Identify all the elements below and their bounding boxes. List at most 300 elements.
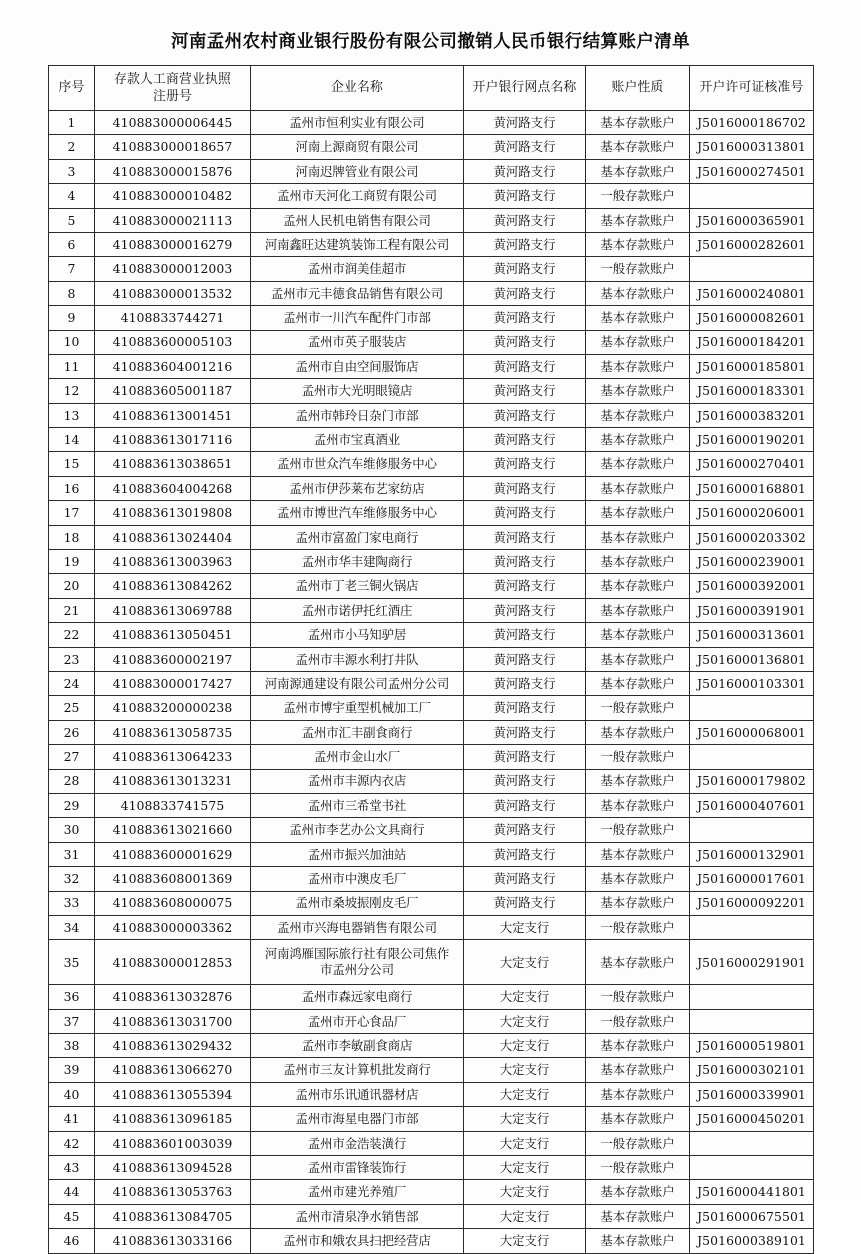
cell-sequence: 15 bbox=[49, 452, 95, 476]
cell-branch: 黄河路支行 bbox=[464, 891, 586, 915]
cell-sequence: 25 bbox=[49, 696, 95, 720]
cell-sequence: 3 bbox=[49, 159, 95, 183]
cell-permit: J5016000383201 bbox=[690, 403, 814, 427]
cell-account-type: 基本存款账户 bbox=[586, 623, 690, 647]
cell-account-type: 基本存款账户 bbox=[586, 1107, 690, 1131]
cell-account-type: 一般存款账户 bbox=[586, 1156, 690, 1180]
cell-branch: 黄河路支行 bbox=[464, 647, 586, 671]
cell-sequence: 43 bbox=[49, 1156, 95, 1180]
cell-account-type: 基本存款账户 bbox=[586, 111, 690, 135]
cell-account-type: 基本存款账户 bbox=[586, 720, 690, 744]
cell-permit: J5016000291901 bbox=[690, 940, 814, 985]
table-row bbox=[49, 1156, 814, 1180]
cell-company: 孟州市小马知驴居 bbox=[251, 623, 464, 647]
table-row bbox=[49, 940, 814, 985]
cell-registration: 410883000021113 bbox=[95, 208, 251, 232]
cell-registration: 410883000003362 bbox=[95, 915, 251, 939]
cell-company: 孟州市丁老三铜火锅店 bbox=[251, 574, 464, 598]
registration-header-line2: 注册号 bbox=[153, 89, 192, 104]
cell-branch: 黄河路支行 bbox=[464, 476, 586, 500]
cell-account-type: 一般存款账户 bbox=[586, 985, 690, 1009]
cell-account-type: 基本存款账户 bbox=[586, 403, 690, 427]
cell-sequence: 2 bbox=[49, 135, 95, 159]
cell-company: 孟州市森远家电商行 bbox=[251, 985, 464, 1009]
table-row bbox=[49, 1180, 814, 1204]
cell-account-type: 基本存款账户 bbox=[586, 281, 690, 305]
table-row bbox=[49, 1204, 814, 1228]
cell-company: 孟州市汇丰副食商行 bbox=[251, 720, 464, 744]
table-row bbox=[49, 330, 814, 354]
cell-sequence: 37 bbox=[49, 1009, 95, 1033]
cell-account-type: 基本存款账户 bbox=[586, 330, 690, 354]
cell-company: 孟州市天河化工商贸有限公司 bbox=[251, 184, 464, 208]
table-row bbox=[49, 1058, 814, 1082]
cell-registration: 410883613024404 bbox=[95, 525, 251, 549]
cell-sequence: 30 bbox=[49, 818, 95, 842]
cell-account-type: 基本存款账户 bbox=[586, 842, 690, 866]
cell-permit: J5016000184201 bbox=[690, 330, 814, 354]
cell-permit: J5016000103301 bbox=[690, 671, 814, 695]
cell-permit: J5016000206001 bbox=[690, 501, 814, 525]
cell-sequence: 39 bbox=[49, 1058, 95, 1082]
table-row bbox=[49, 232, 814, 256]
cell-company: 孟州市伊莎莱布艺家纺店 bbox=[251, 476, 464, 500]
cell-company: 孟州市李艺办公文具商行 bbox=[251, 818, 464, 842]
table-row bbox=[49, 501, 814, 525]
cell-registration: 410883600005103 bbox=[95, 330, 251, 354]
cell-company-line2: 市孟州分公司 bbox=[320, 962, 394, 978]
table-row bbox=[49, 281, 814, 305]
table-row bbox=[49, 842, 814, 866]
cell-registration: 410883613053763 bbox=[95, 1180, 251, 1204]
cell-registration: 410883000016279 bbox=[95, 232, 251, 256]
table-row bbox=[49, 1131, 814, 1155]
table-row bbox=[49, 1034, 814, 1058]
cell-sequence: 41 bbox=[49, 1107, 95, 1131]
cell-account-type: 基本存款账户 bbox=[586, 647, 690, 671]
cell-company: 孟州市英子服装店 bbox=[251, 330, 464, 354]
cell-branch: 黄河路支行 bbox=[464, 257, 586, 281]
cell-branch: 大定支行 bbox=[464, 1156, 586, 1180]
cell-branch: 大定支行 bbox=[464, 1180, 586, 1204]
cell-sequence: 31 bbox=[49, 842, 95, 866]
cell-sequence: 35 bbox=[49, 940, 95, 985]
cell-sequence: 38 bbox=[49, 1034, 95, 1058]
cell-sequence: 29 bbox=[49, 793, 95, 817]
cell-permit: J5016000136801 bbox=[690, 647, 814, 671]
cell-branch: 黄河路支行 bbox=[464, 428, 586, 452]
cell-account-type: 基本存款账户 bbox=[586, 1180, 690, 1204]
table-row bbox=[49, 647, 814, 671]
cell-sequence: 44 bbox=[49, 1180, 95, 1204]
cell-sequence: 40 bbox=[49, 1082, 95, 1106]
cell-permit bbox=[690, 1156, 814, 1180]
table-row bbox=[49, 745, 814, 769]
cell-permit: J5016000302101 bbox=[690, 1058, 814, 1082]
cell-sequence: 17 bbox=[49, 501, 95, 525]
cell-company bbox=[251, 940, 464, 985]
cell-company: 孟州市博宇重型机械加工厂 bbox=[251, 696, 464, 720]
cell-company: 孟州市韩玲日杂门市部 bbox=[251, 403, 464, 427]
cell-permit bbox=[690, 1009, 814, 1033]
cell-permit bbox=[690, 1131, 814, 1155]
cell-registration: 410883613096185 bbox=[95, 1107, 251, 1131]
cell-account-type: 一般存款账户 bbox=[586, 818, 690, 842]
cell-branch: 大定支行 bbox=[464, 940, 586, 985]
cell-sequence: 12 bbox=[49, 379, 95, 403]
cell-company: 孟州市清泉净水销售部 bbox=[251, 1204, 464, 1228]
cell-permit: J5016000339901 bbox=[690, 1082, 814, 1106]
cell-registration: 410883608001369 bbox=[95, 867, 251, 891]
registration-header-line1: 存款人工商营业执照 bbox=[114, 71, 231, 87]
cell-sequence: 34 bbox=[49, 915, 95, 939]
table-row bbox=[49, 257, 814, 281]
cell-branch: 大定支行 bbox=[464, 915, 586, 939]
cell-branch: 黄河路支行 bbox=[464, 793, 586, 817]
table-row bbox=[49, 598, 814, 622]
cell-registration: 410883613050451 bbox=[95, 623, 251, 647]
cell-permit: J5016000450201 bbox=[690, 1107, 814, 1131]
cell-sequence: 1 bbox=[49, 111, 95, 135]
cell-sequence: 14 bbox=[49, 428, 95, 452]
cell-company: 孟州市润美佳超市 bbox=[251, 257, 464, 281]
cell-registration: 410883600002197 bbox=[95, 647, 251, 671]
cell-branch: 黄河路支行 bbox=[464, 306, 586, 330]
cell-account-type: 基本存款账户 bbox=[586, 476, 690, 500]
cell-company: 孟州市富盈门家电商行 bbox=[251, 525, 464, 549]
cell-account-type: 基本存款账户 bbox=[586, 525, 690, 549]
cell-permit: J5016000313801 bbox=[690, 135, 814, 159]
cell-permit: J5016000274501 bbox=[690, 159, 814, 183]
cell-account-type: 基本存款账户 bbox=[586, 501, 690, 525]
cell-account-type: 基本存款账户 bbox=[586, 1058, 690, 1082]
cell-permit: J5016000185801 bbox=[690, 354, 814, 378]
cell-permit: J5016000519801 bbox=[690, 1034, 814, 1058]
column-header-account-type: 账户性质 bbox=[586, 66, 690, 111]
cell-company: 孟州市三希堂书社 bbox=[251, 793, 464, 817]
cell-account-type: 基本存款账户 bbox=[586, 550, 690, 574]
cell-branch: 黄河路支行 bbox=[464, 574, 586, 598]
cell-company: 孟州市振兴加油站 bbox=[251, 842, 464, 866]
cell-sequence: 18 bbox=[49, 525, 95, 549]
table-row bbox=[49, 720, 814, 744]
cell-company: 孟州市建光养殖厂 bbox=[251, 1180, 464, 1204]
cell-sequence: 28 bbox=[49, 769, 95, 793]
cell-permit: J5016000092201 bbox=[690, 891, 814, 915]
cell-company: 孟州市华丰建陶商行 bbox=[251, 550, 464, 574]
cell-branch: 黄河路支行 bbox=[464, 818, 586, 842]
cell-branch: 黄河路支行 bbox=[464, 623, 586, 647]
cell-registration: 410883000012003 bbox=[95, 257, 251, 281]
cell-company-line1: 河南鸿雁国际旅行社有限公司焦作 bbox=[264, 945, 450, 961]
cell-company: 孟州市自由空间服饰店 bbox=[251, 354, 464, 378]
cell-company: 孟州市元丰德食品销售有限公司 bbox=[251, 281, 464, 305]
cell-sequence: 33 bbox=[49, 891, 95, 915]
cell-sequence: 36 bbox=[49, 985, 95, 1009]
cell-permit: J5016000168801 bbox=[690, 476, 814, 500]
cell-permit bbox=[690, 985, 814, 1009]
cell-branch: 黄河路支行 bbox=[464, 671, 586, 695]
cancelled-accounts-table bbox=[48, 65, 814, 1254]
cell-permit: J5016000389101 bbox=[690, 1229, 814, 1253]
table-row bbox=[49, 623, 814, 647]
cell-branch: 大定支行 bbox=[464, 985, 586, 1009]
table-row bbox=[49, 452, 814, 476]
table-row bbox=[49, 159, 814, 183]
table-row bbox=[49, 1229, 814, 1253]
cell-sequence: 26 bbox=[49, 720, 95, 744]
cell-sequence: 9 bbox=[49, 306, 95, 330]
cell-sequence: 42 bbox=[49, 1131, 95, 1155]
cell-registration: 410883613058735 bbox=[95, 720, 251, 744]
cell-registration: 410883613001451 bbox=[95, 403, 251, 427]
cell-registration: 410883605001187 bbox=[95, 379, 251, 403]
table-row bbox=[49, 354, 814, 378]
cell-branch: 黄河路支行 bbox=[464, 501, 586, 525]
cell-branch: 黄河路支行 bbox=[464, 525, 586, 549]
cell-permit bbox=[690, 818, 814, 842]
cell-account-type: 基本存款账户 bbox=[586, 940, 690, 985]
cell-registration: 410883613055394 bbox=[95, 1082, 251, 1106]
cell-branch: 黄河路支行 bbox=[464, 208, 586, 232]
table-row bbox=[49, 769, 814, 793]
cell-permit: J5016000365901 bbox=[690, 208, 814, 232]
cell-company: 孟州市丰源水利打井队 bbox=[251, 647, 464, 671]
table-row bbox=[49, 793, 814, 817]
cell-branch: 黄河路支行 bbox=[464, 111, 586, 135]
table-row bbox=[49, 985, 814, 1009]
cell-company: 孟州市金浩装潢行 bbox=[251, 1131, 464, 1155]
cell-permit: J5016000190201 bbox=[690, 428, 814, 452]
table-row bbox=[49, 135, 814, 159]
cell-branch: 大定支行 bbox=[464, 1131, 586, 1155]
cell-account-type: 基本存款账户 bbox=[586, 232, 690, 256]
cell-branch: 黄河路支行 bbox=[464, 403, 586, 427]
cell-sequence: 11 bbox=[49, 354, 95, 378]
cell-registration: 410883613013231 bbox=[95, 769, 251, 793]
cell-account-type: 基本存款账户 bbox=[586, 208, 690, 232]
cell-company: 孟州市海星电器门市部 bbox=[251, 1107, 464, 1131]
cell-company: 孟州市金山水厂 bbox=[251, 745, 464, 769]
cell-registration: 410883613038651 bbox=[95, 452, 251, 476]
cell-sequence: 46 bbox=[49, 1229, 95, 1253]
cell-permit: J5016000082601 bbox=[690, 306, 814, 330]
cell-permit: J5016000239001 bbox=[690, 550, 814, 574]
cell-registration: 410883613017116 bbox=[95, 428, 251, 452]
cell-company: 孟州市李敏副食商店 bbox=[251, 1034, 464, 1058]
cell-branch: 黄河路支行 bbox=[464, 769, 586, 793]
cell-company: 河南鑫旺达建筑装饰工程有限公司 bbox=[251, 232, 464, 256]
cell-permit bbox=[690, 915, 814, 939]
cell-account-type: 基本存款账户 bbox=[586, 671, 690, 695]
cell-registration: 410883000012853 bbox=[95, 940, 251, 985]
cell-registration: 410883613021660 bbox=[95, 818, 251, 842]
cell-account-type: 一般存款账户 bbox=[586, 745, 690, 769]
cell-sequence: 6 bbox=[49, 232, 95, 256]
cell-account-type: 一般存款账户 bbox=[586, 696, 690, 720]
cell-branch: 黄河路支行 bbox=[464, 720, 586, 744]
cell-company: 孟州市三友计算机批发商行 bbox=[251, 1058, 464, 1082]
cell-branch: 黄河路支行 bbox=[464, 696, 586, 720]
cell-registration: 410883000013532 bbox=[95, 281, 251, 305]
cell-branch: 大定支行 bbox=[464, 1058, 586, 1082]
cell-sequence: 45 bbox=[49, 1204, 95, 1228]
cell-company: 孟州市一川汽车配件门市部 bbox=[251, 306, 464, 330]
cell-registration: 410883601003039 bbox=[95, 1131, 251, 1155]
cell-company: 孟州市乐讯通讯器材店 bbox=[251, 1082, 464, 1106]
cell-account-type: 基本存款账户 bbox=[586, 1082, 690, 1106]
cell-account-type: 一般存款账户 bbox=[586, 1009, 690, 1033]
cell-branch: 大定支行 bbox=[464, 1107, 586, 1131]
cell-account-type: 基本存款账户 bbox=[586, 598, 690, 622]
cell-registration: 410883613033166 bbox=[95, 1229, 251, 1253]
table-row bbox=[49, 550, 814, 574]
table-row bbox=[49, 867, 814, 891]
cell-permit: J5016000270401 bbox=[690, 452, 814, 476]
cell-sequence: 4 bbox=[49, 184, 95, 208]
cell-registration: 410883000018657 bbox=[95, 135, 251, 159]
cell-sequence: 13 bbox=[49, 403, 95, 427]
cell-branch: 黄河路支行 bbox=[464, 281, 586, 305]
table-header bbox=[49, 66, 814, 111]
cell-branch: 黄河路支行 bbox=[464, 598, 586, 622]
cell-branch: 黄河路支行 bbox=[464, 379, 586, 403]
cell-permit: J5016000240801 bbox=[690, 281, 814, 305]
column-header-sequence: 序号 bbox=[49, 66, 95, 111]
cell-company: 孟州市世众汽车维修服务中心 bbox=[251, 452, 464, 476]
cell-account-type: 基本存款账户 bbox=[586, 769, 690, 793]
table-row bbox=[49, 1082, 814, 1106]
cell-registration: 410883000015876 bbox=[95, 159, 251, 183]
cell-sequence: 19 bbox=[49, 550, 95, 574]
table-row bbox=[49, 915, 814, 939]
cell-registration: 410883613069788 bbox=[95, 598, 251, 622]
cell-branch: 大定支行 bbox=[464, 1229, 586, 1253]
cell-sequence: 32 bbox=[49, 867, 95, 891]
table-row bbox=[49, 1107, 814, 1131]
cell-account-type: 基本存款账户 bbox=[586, 1034, 690, 1058]
cell-branch: 大定支行 bbox=[464, 1204, 586, 1228]
cell-sequence: 20 bbox=[49, 574, 95, 598]
cell-account-type: 一般存款账户 bbox=[586, 915, 690, 939]
cell-branch: 黄河路支行 bbox=[464, 330, 586, 354]
cell-account-type: 基本存款账户 bbox=[586, 354, 690, 378]
cell-permit bbox=[690, 257, 814, 281]
cell-company: 孟州市恒利实业有限公司 bbox=[251, 111, 464, 135]
column-header-company: 企业名称 bbox=[251, 66, 464, 111]
cell-account-type: 基本存款账户 bbox=[586, 1204, 690, 1228]
cell-branch: 大定支行 bbox=[464, 1034, 586, 1058]
cell-permit bbox=[690, 745, 814, 769]
table-row bbox=[49, 525, 814, 549]
cell-company: 河南上源商贸有限公司 bbox=[251, 135, 464, 159]
table-row bbox=[49, 379, 814, 403]
column-header-branch: 开户银行网点名称 bbox=[464, 66, 586, 111]
cell-account-type: 基本存款账户 bbox=[586, 159, 690, 183]
cell-account-type: 一般存款账户 bbox=[586, 257, 690, 281]
table-row bbox=[49, 671, 814, 695]
cell-company: 孟州市丰源内衣店 bbox=[251, 769, 464, 793]
cell-registration: 410883613019808 bbox=[95, 501, 251, 525]
cell-sequence: 7 bbox=[49, 257, 95, 281]
cell-branch: 黄河路支行 bbox=[464, 184, 586, 208]
cell-branch: 黄河路支行 bbox=[464, 135, 586, 159]
cell-permit: J5016000017601 bbox=[690, 867, 814, 891]
cell-company: 孟州市宝真酒业 bbox=[251, 428, 464, 452]
cell-branch: 黄河路支行 bbox=[464, 745, 586, 769]
cell-branch: 大定支行 bbox=[464, 1009, 586, 1033]
table-row bbox=[49, 184, 814, 208]
table-row bbox=[49, 574, 814, 598]
cell-registration: 410883000017427 bbox=[95, 671, 251, 695]
cell-company: 孟州市桑坡振刚皮毛厂 bbox=[251, 891, 464, 915]
cell-account-type: 基本存款账户 bbox=[586, 1229, 690, 1253]
cell-registration: 410883613084262 bbox=[95, 574, 251, 598]
cell-branch: 大定支行 bbox=[464, 1082, 586, 1106]
cell-registration: 410883000006445 bbox=[95, 111, 251, 135]
column-header-permit: 开户许可证核准号 bbox=[690, 66, 814, 111]
cell-account-type: 基本存款账户 bbox=[586, 574, 690, 598]
cell-permit: J5016000203302 bbox=[690, 525, 814, 549]
cell-account-type: 一般存款账户 bbox=[586, 184, 690, 208]
cell-company: 孟州市开心食品厂 bbox=[251, 1009, 464, 1033]
cell-company: 孟州市中澳皮毛厂 bbox=[251, 867, 464, 891]
table-row bbox=[49, 476, 814, 500]
cell-registration: 410883613084705 bbox=[95, 1204, 251, 1228]
table-row bbox=[49, 208, 814, 232]
cell-branch: 黄河路支行 bbox=[464, 867, 586, 891]
cell-sequence: 23 bbox=[49, 647, 95, 671]
table-row bbox=[49, 403, 814, 427]
cell-sequence: 16 bbox=[49, 476, 95, 500]
cell-branch: 黄河路支行 bbox=[464, 842, 586, 866]
cell-registration: 4108833741575 bbox=[95, 793, 251, 817]
table-row bbox=[49, 306, 814, 330]
table-header-row bbox=[49, 66, 814, 111]
cell-permit bbox=[690, 184, 814, 208]
cell-company: 孟州市兴海电器销售有限公司 bbox=[251, 915, 464, 939]
cell-permit: J5016000441801 bbox=[690, 1180, 814, 1204]
cell-registration: 410883608000075 bbox=[95, 891, 251, 915]
cell-registration: 410883613032876 bbox=[95, 985, 251, 1009]
cell-registration: 410883613064233 bbox=[95, 745, 251, 769]
cell-company: 孟州市和娥农具扫把经营店 bbox=[251, 1229, 464, 1253]
cell-company: 河南源通建设有限公司孟州分公司 bbox=[251, 671, 464, 695]
cell-permit: J5016000183301 bbox=[690, 379, 814, 403]
cell-registration: 410883613094528 bbox=[95, 1156, 251, 1180]
cell-sequence: 27 bbox=[49, 745, 95, 769]
cell-permit: J5016000391901 bbox=[690, 598, 814, 622]
cell-company: 孟州市大光明眼镜店 bbox=[251, 379, 464, 403]
cell-sequence: 10 bbox=[49, 330, 95, 354]
cell-permit bbox=[690, 696, 814, 720]
cell-account-type: 基本存款账户 bbox=[586, 891, 690, 915]
cell-account-type: 基本存款账户 bbox=[586, 452, 690, 476]
cell-permit: J5016000282601 bbox=[690, 232, 814, 256]
cell-registration: 410883200000238 bbox=[95, 696, 251, 720]
page-title: 河南孟州农村商业银行股份有限公司撤销人民币银行结算账户清单 bbox=[170, 32, 691, 52]
cell-sequence: 24 bbox=[49, 671, 95, 695]
cell-account-type: 基本存款账户 bbox=[586, 867, 690, 891]
cell-registration: 410883613031700 bbox=[95, 1009, 251, 1033]
cell-account-type: 基本存款账户 bbox=[586, 306, 690, 330]
cell-registration: 410883600001629 bbox=[95, 842, 251, 866]
cell-registration: 4108833744271 bbox=[95, 306, 251, 330]
cell-branch: 黄河路支行 bbox=[464, 354, 586, 378]
table-row bbox=[49, 818, 814, 842]
cell-permit: J5016000392001 bbox=[690, 574, 814, 598]
cell-sequence: 5 bbox=[49, 208, 95, 232]
